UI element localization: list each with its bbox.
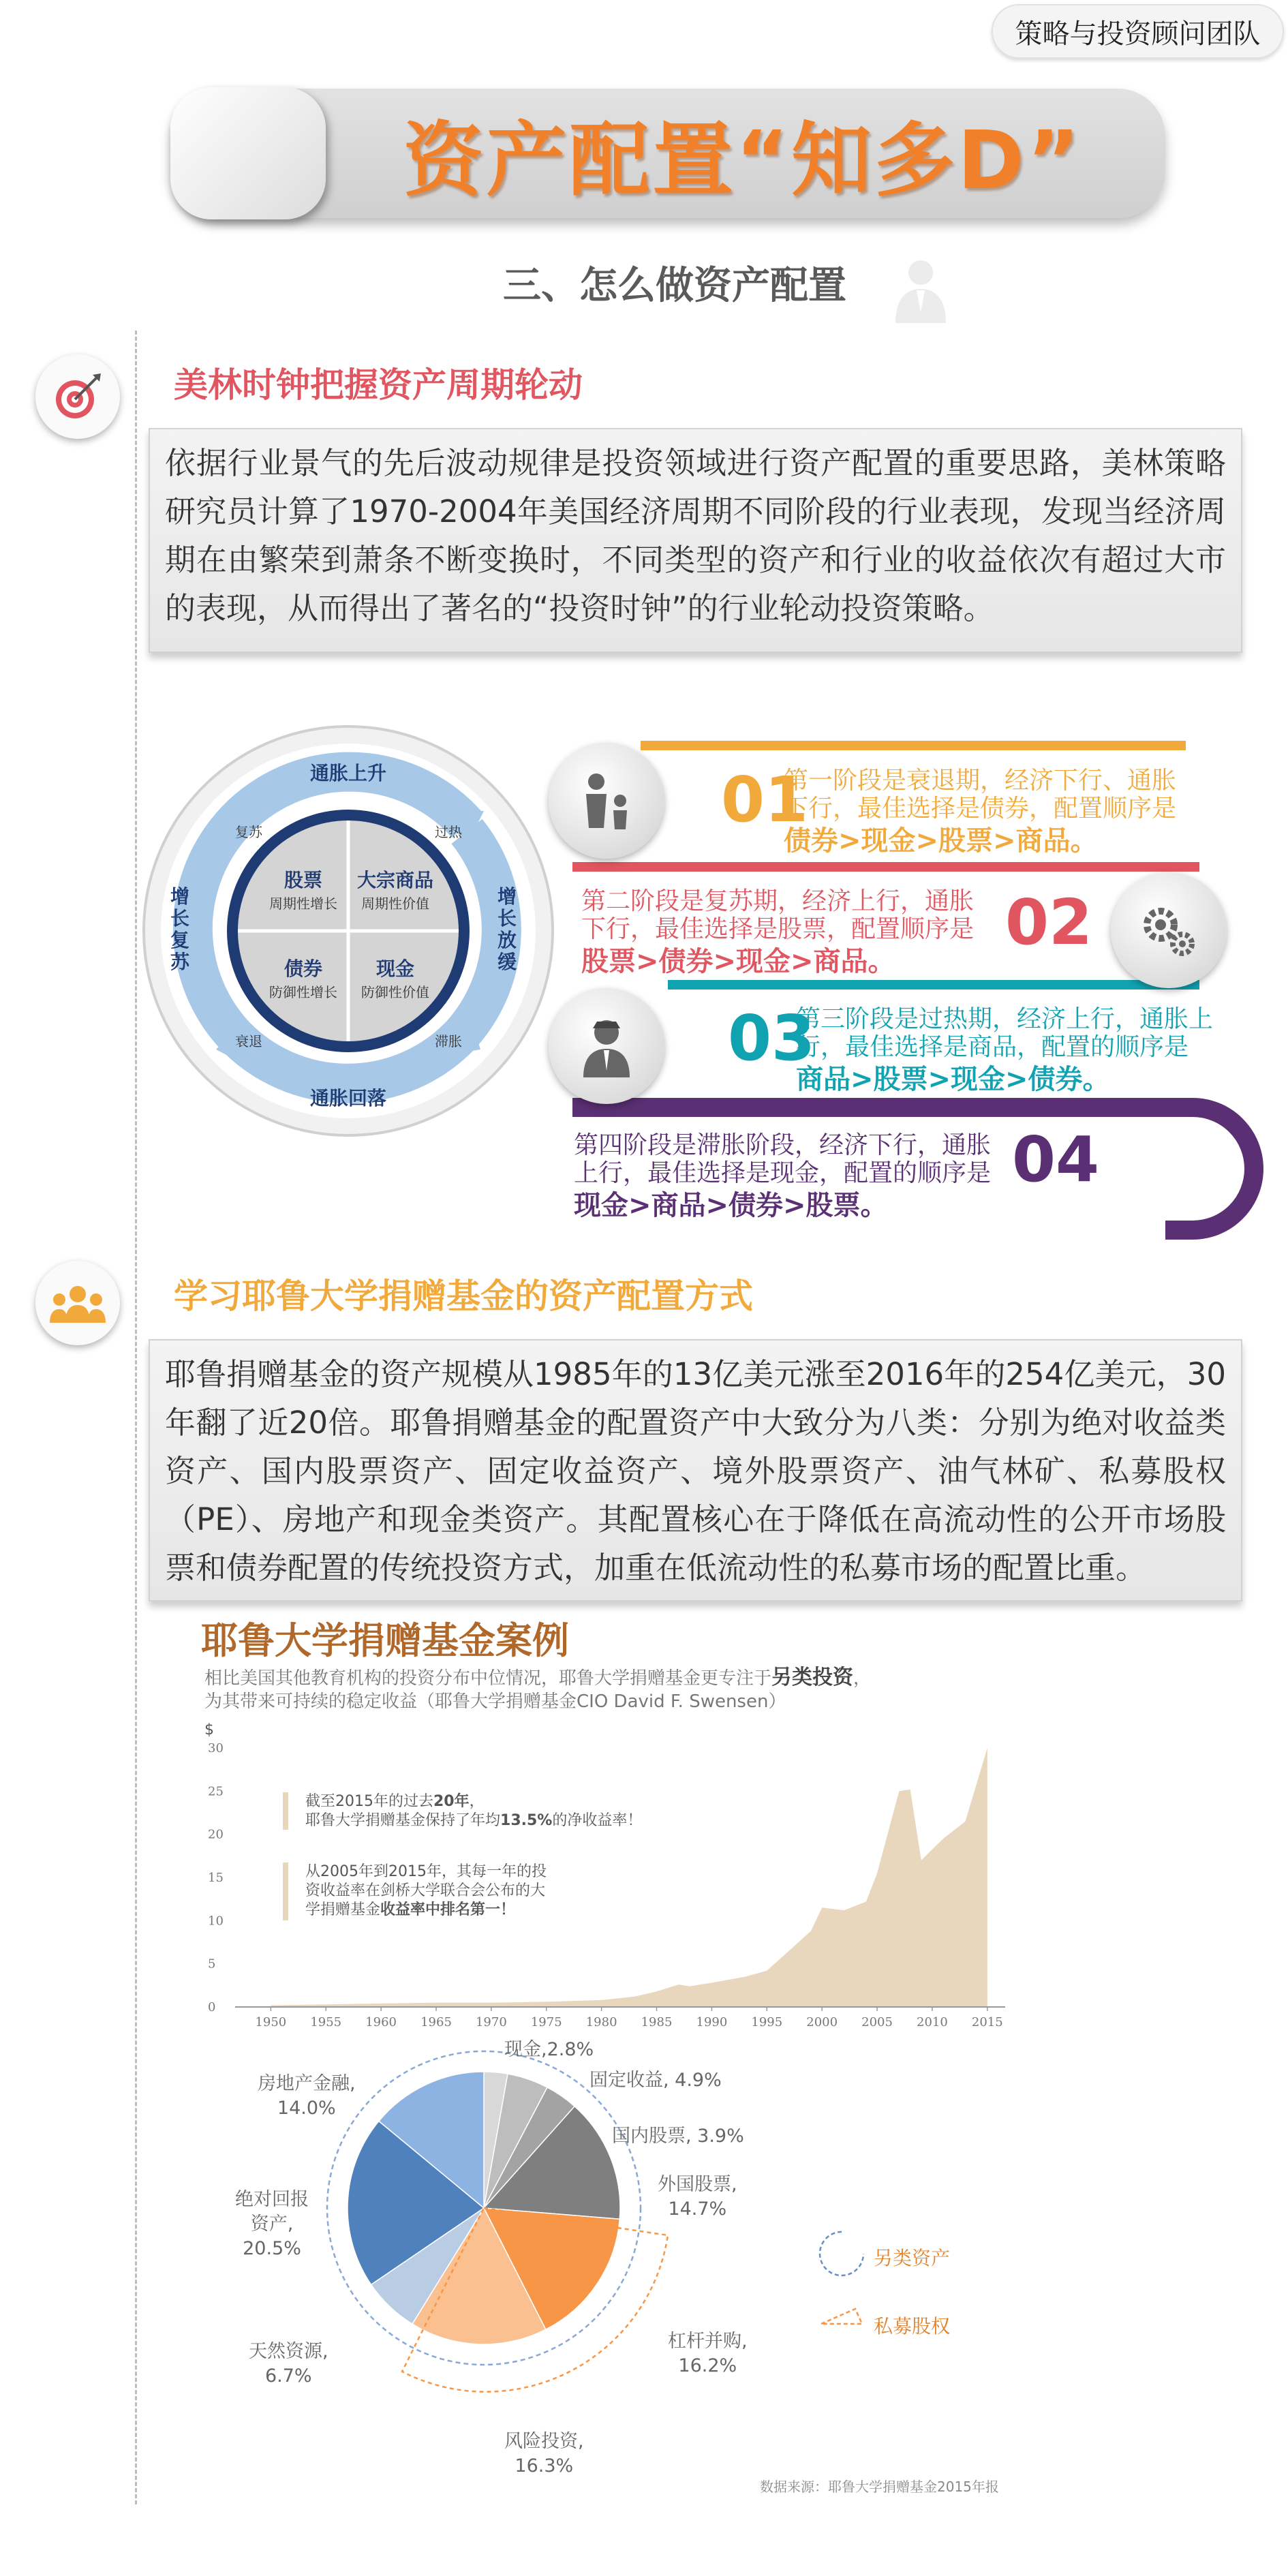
quadrant-name: 现金	[375, 957, 414, 980]
note-highlight: 收益率中排名第一！	[380, 1901, 516, 1918]
pie-label-cash: 现金,2.8%	[504, 2039, 594, 2060]
merrill-paragraph: 依据行业景气的先后波动规律是投资领域进行资产配置的重要思路，美林策略研究员计算了1970-2004年美国经济周期不同阶段的行业表现，发现当经济周期在由繁荣到萧条不断变换时，不同类型的资产和行业的收益依次有超过大市的表现，从而得出了著名的“投资时钟”的行业轮动投资策略。	[165, 445, 1226, 626]
legend-alternative-assets: 另类资产	[874, 2247, 951, 2269]
x-tick-label: 1950	[255, 2015, 287, 2029]
note-text: 学捐赠基金	[305, 1901, 381, 1918]
order-sep: >	[1005, 1064, 1028, 1095]
merrill-title: 美林时钟把握资产周期轮动	[174, 365, 583, 405]
group-icon	[48, 1279, 107, 1327]
note-2	[305, 1862, 547, 1920]
x-tick-label: 2005	[861, 2015, 893, 2029]
x-tick-label: 1995	[751, 2015, 783, 2029]
stage-4-desc-2: 上行，最佳选择是现金，配置的顺序是	[574, 1159, 992, 1187]
yale-paragraph-box	[149, 1339, 1242, 1601]
order-sep: >	[636, 946, 659, 977]
note-highlight: 20年	[433, 1793, 470, 1810]
note-text: ，	[469, 1793, 485, 1810]
case-title: 耶鲁大学捐赠基金案例	[201, 1619, 569, 1662]
order-sep: >	[915, 825, 939, 857]
clock-corner-recovery: 复苏	[235, 824, 262, 840]
note-text: 从2005年到2015年，其每一年的投	[305, 1863, 547, 1880]
clock-corner-overheat: 过热	[435, 824, 462, 840]
clock-right-label: 增长放缓	[497, 885, 517, 973]
quadrant-commodities	[351, 865, 440, 913]
x-tick-label: 1955	[310, 2015, 342, 2029]
clock-top-label: 通胀上升	[310, 762, 387, 784]
note-text: 的净收益率！	[552, 1812, 643, 1829]
gears-icon	[1135, 896, 1203, 964]
businessman-icon	[572, 1012, 641, 1080]
y-tick-label: 0	[208, 2000, 216, 2014]
stage-2-badge	[1111, 872, 1227, 988]
case-subtitle-end: ，	[853, 1668, 872, 1689]
asset: 现金	[951, 1064, 1006, 1095]
legend-private-equity: 私募股权	[874, 2315, 951, 2337]
pie-label-venture: 风险投资, 16.3%	[504, 2431, 584, 2477]
order-sep: >	[783, 1190, 806, 1221]
stage-1-number: 01	[721, 763, 809, 836]
asset: 股票	[938, 825, 994, 857]
note-2-bar	[283, 1862, 288, 1920]
order-sep: >	[705, 1190, 729, 1221]
stage-4-number: 04	[1012, 1123, 1100, 1196]
data-source: 数据来源：耶鲁大学捐赠基金2015年报	[760, 2479, 999, 2495]
clock-corner-stagflation: 滞胀	[435, 1033, 462, 1049]
y-axis-label: $	[204, 1721, 214, 1738]
pie-label-natural-resources: 天然资源, 6.7%	[249, 2341, 328, 2387]
y-tick-label: 20	[208, 1827, 224, 1842]
note-1	[305, 1792, 642, 1830]
quadrant-stocks	[262, 865, 344, 913]
x-tick-label: 1975	[530, 2015, 562, 2029]
order-end: 。	[1070, 825, 1098, 857]
pie-label-absolute-return: 绝对回报 资产, 20.5%	[235, 2189, 309, 2259]
order-end: 。	[868, 946, 895, 977]
pie-label-buyout: 杠杆并购, 16.2%	[668, 2331, 748, 2376]
quadrant-name: 股票	[283, 869, 322, 891]
case-subtitle-1	[204, 1666, 871, 1690]
stage-3-number: 03	[728, 1002, 816, 1075]
stage-3-badge	[549, 988, 664, 1104]
merrill-paragraph-box	[149, 428, 1242, 653]
team-badge	[992, 4, 1284, 59]
asset: 现金	[736, 946, 791, 977]
order-end: 。	[860, 1190, 888, 1221]
quadrant-bonds	[262, 954, 344, 1001]
asset: 债券	[784, 825, 838, 857]
team-name: 策略与投资顾问团队	[1015, 18, 1261, 50]
x-tick-label: 1980	[585, 2015, 617, 2029]
x-tick-label: 1960	[365, 2015, 397, 2029]
quadrant-name: 大宗商品	[356, 869, 433, 891]
y-tick-label: 25	[208, 1784, 224, 1799]
timeline-divider	[135, 331, 137, 2504]
note-highlight: 13.5%	[500, 1812, 553, 1829]
pie-label-real-estate: 房地产金融, 14.0%	[258, 2073, 356, 2119]
x-tick-label: 1970	[475, 2015, 507, 2029]
asset: 现金	[574, 1190, 628, 1221]
note-text: 资收益率在剑桥大学联合会公布的大	[305, 1882, 546, 1899]
person-icon	[893, 258, 949, 323]
y-tick-label: 5	[208, 1957, 216, 1972]
page-title: 资产配置“知多D”	[403, 113, 1083, 207]
order-sep: >	[838, 825, 861, 857]
asset: 债券	[729, 1190, 784, 1221]
clock-bottom-label: 通胀回落	[310, 1087, 387, 1109]
yale-title: 学习耶鲁大学捐赠基金的资产配置方式	[174, 1276, 753, 1316]
stage-3-desc-1: 第三阶段是过热期，经济上行，通胀上	[796, 1005, 1214, 1033]
quadrant-sub: 防御性增长	[269, 984, 337, 1000]
quadrant-sub: 周期性价值	[361, 895, 429, 912]
note-text: 耶鲁大学捐赠基金保持了年均	[305, 1812, 501, 1829]
order-sep: >	[927, 1064, 951, 1095]
y-tick-label: 30	[208, 1741, 224, 1755]
order-sep: >	[713, 946, 737, 977]
pie-legend-marks	[814, 2228, 869, 2337]
asset: 现金	[861, 825, 916, 857]
x-tick-label: 2000	[806, 2015, 838, 2029]
stage-1-badge	[549, 743, 664, 859]
target-badge	[35, 354, 120, 439]
stage-2-desc-1: 第二阶段是复苏期，经济上行，通胀	[581, 887, 975, 915]
title-banner-knob	[170, 87, 326, 219]
stage-3-desc-2: 行，最佳选择是商品，配置的顺序是	[796, 1033, 1189, 1061]
y-tick-label: 15	[208, 1871, 224, 1885]
target-icon	[50, 369, 105, 424]
x-tick-label: 1990	[696, 2015, 728, 2029]
asset: 债券	[658, 946, 714, 977]
stage-1-desc-2: 下行，最佳选择是债券，配置顺序是	[784, 795, 1177, 823]
stage-1-order	[784, 825, 1098, 857]
pie-label-domestic-equity: 国内股票, 3.9%	[612, 2126, 744, 2147]
asset: 股票	[873, 1064, 928, 1095]
pie-label-fixed-income: 固定收益, 4.9%	[589, 2070, 722, 2091]
case-subtitle-highlight: 另类投资	[771, 1666, 854, 1689]
order-sep: >	[791, 946, 814, 977]
family-icon	[572, 767, 641, 835]
x-tick-label: 1965	[420, 2015, 452, 2029]
order-end: 。	[1082, 1064, 1110, 1095]
order-sep: >	[993, 825, 1016, 857]
asset: 债券	[1028, 1064, 1083, 1095]
stage-4-desc-1: 第四阶段是滞胀阶段，经济下行，通胀	[574, 1131, 992, 1159]
x-tick-label: 1985	[641, 2015, 673, 2029]
order-sep: >	[850, 1064, 874, 1095]
case-subtitle-text: 相比美国其他教育机构的投资分布中位情况，耶鲁大学捐赠基金更专注于	[204, 1668, 772, 1689]
asset: 股票	[806, 1190, 861, 1221]
quadrant-sub: 周期性增长	[269, 895, 337, 912]
stage-2-order	[581, 945, 895, 978]
pie-label-foreign-equity: 外国股票, 14.7%	[658, 2174, 737, 2220]
y-tick-label: 10	[208, 1914, 224, 1929]
x-tick-label: 2010	[917, 2015, 948, 2029]
asset: 商品	[651, 1190, 706, 1221]
stage-2-number: 02	[1005, 886, 1093, 959]
asset: 商品	[796, 1064, 850, 1095]
case-subtitle-2: 为其带来可持续的稳定收益（耶鲁大学捐赠基金CIO David F. Swensen）	[204, 1691, 786, 1712]
clock-corner-recession: 衰退	[235, 1033, 262, 1049]
stage-2-desc-2: 下行，最佳选择是股票，配置顺序是	[581, 915, 975, 943]
order-sep: >	[628, 1190, 651, 1221]
stage-4-order	[574, 1189, 888, 1222]
team-badge-icon	[35, 1261, 120, 1345]
note-1-bar	[283, 1792, 288, 1830]
quadrant-sub: 防御性价值	[361, 984, 429, 1000]
quadrant-cash	[351, 954, 440, 1001]
stage-3-order	[796, 1063, 1110, 1096]
asset: 股票	[581, 946, 636, 977]
asset: 商品	[813, 946, 868, 977]
note-text: 截至2015年的过去	[305, 1793, 433, 1810]
quadrant-name: 债券	[283, 957, 322, 980]
clock-left-label: 增长复苏	[170, 885, 190, 973]
x-tick-label: 2015	[971, 2015, 1003, 2029]
section-heading: 三、怎么做资产配置	[503, 264, 846, 308]
asset: 商品	[1015, 825, 1071, 857]
yale-paragraph: 耶鲁捐赠基金的资产规模从1985年的13亿美元涨至2016年的254亿美元，30年翻了近20倍。耶鲁捐赠基金的配置资产中大致分为八类：分别为绝对收益类资产、国内股票资产、固定收益资产、境外股票资产、油气林矿、私募股权（PE）、房地产和现金类资产。其配置核心在于降低在高流动性的公开市场股票和债券配置的传统投资方式，加重在低流动性的私募市场的配置比重。	[165, 1356, 1226, 1586]
stage-1-desc-1: 第一阶段是衰退期，经济下行、通胀	[784, 767, 1177, 795]
